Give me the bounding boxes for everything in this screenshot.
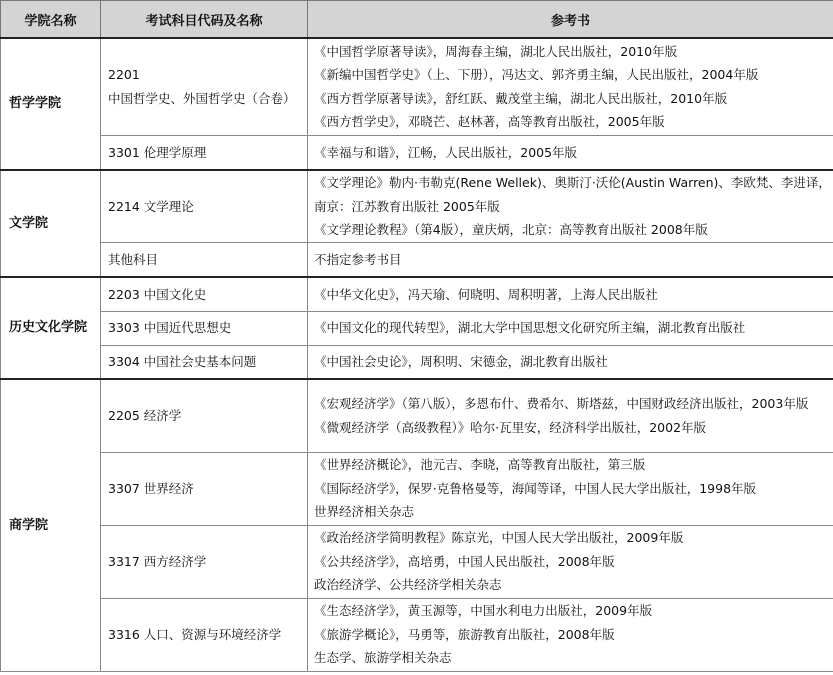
subject-name: 经济学 xyxy=(143,408,182,423)
table-row xyxy=(1,242,833,277)
books-cell xyxy=(308,379,833,452)
books-cell xyxy=(308,277,833,311)
subject-name: 中国文化史 xyxy=(143,286,207,302)
books-cell xyxy=(308,38,833,135)
book-entry: 《生态经济学》，黄玉源等，中国水利电力出版社，2009年版 xyxy=(314,603,653,619)
subject-code: 3303 xyxy=(108,320,140,336)
subject-code: 2201 xyxy=(108,67,140,83)
header-subject: 考试科目代码及名称 xyxy=(101,1,308,39)
subject-cell xyxy=(101,345,308,379)
table-row xyxy=(1,525,833,598)
books-cell xyxy=(308,452,833,525)
book-entry: 《文学理论》勒内·韦勒克(Rene Wellek)、奥斯汀·沃伦(Austin Warren)、李欧梵、李进译，南京：江苏教育出版社 2005年版 xyxy=(314,175,831,214)
book-entry: 《中华文化史》，冯天瑜、何晓明、周积明著，上海人民出版社 xyxy=(314,286,658,302)
subject-cell xyxy=(101,598,308,671)
book-entry: 《幸福与和谐》，江畅，人民出版社，2005年版 xyxy=(314,144,578,160)
subject-cell xyxy=(101,525,308,598)
book-entry: 《文学理论教程》（第4版），童庆炳，北京：高等教育出版社 2008年版 xyxy=(314,222,708,237)
books-cell xyxy=(308,242,833,277)
college-name: 哲学学院 xyxy=(1,38,101,170)
books-cell xyxy=(308,135,833,170)
college-name: 文学院 xyxy=(1,170,101,277)
book-entry: 政治经济学、公共经济学相关杂志 xyxy=(314,577,502,593)
book-entry: 世界经济相关杂志 xyxy=(314,504,415,520)
header-books: 参考书 xyxy=(308,1,833,39)
table-row xyxy=(1,38,833,135)
subject-code: 2214 xyxy=(108,198,140,214)
book-entry: 《西方哲学史》，邓晓芒、赵林著，高等教育出版社，2005年版 xyxy=(314,114,665,130)
subject-name: 中国社会史基本问题 xyxy=(143,354,257,369)
subject-code: 3304 xyxy=(108,354,140,369)
subject-code: 2205 xyxy=(108,408,140,423)
book-entry: 《旅游学概论》，马勇等，旅游教育出版社，2008年版 xyxy=(314,626,615,642)
table-row xyxy=(1,277,833,311)
book-entry: 《西方哲学原著导读》，舒红跃、戴茂堂主编，湖北人民出版社，2010年版 xyxy=(314,90,728,106)
book-entry: 《新编中国哲学史》（上、下册），冯达文、郭齐勇主编，人民出版社，2004年版 xyxy=(314,67,759,83)
subject-cell xyxy=(101,277,308,311)
book-entry: 《国际经济学》，保罗·克鲁格曼等，海闻等译，中国人民大学出版社，1998年版 xyxy=(314,480,757,496)
books-cell xyxy=(308,525,833,598)
subject-code: 3316 xyxy=(108,626,140,642)
book-entry: 《中国文化的现代转型》，湖北大学中国思想文化研究所主编，湖北教育出版社 xyxy=(314,320,746,336)
subject-cell xyxy=(101,135,308,170)
table-row xyxy=(1,135,833,170)
subject-cell xyxy=(101,38,308,135)
book-entry: 不指定参考书目 xyxy=(314,251,402,267)
book-entry: 生态学、旅游学相关杂志 xyxy=(314,650,452,666)
book-entry: 《宏观经济学》（第八版），多恩布什、费希尔、斯塔兹，中国财政经济出版社，2003年版 xyxy=(314,396,809,412)
college-name: 历史文化学院 xyxy=(1,277,101,379)
subject-cell xyxy=(101,452,308,525)
college-name: 商学院 xyxy=(1,379,101,671)
books-cell xyxy=(308,598,833,671)
subject-code: 3301 xyxy=(108,144,140,160)
books-cell xyxy=(308,311,833,345)
table-row xyxy=(1,311,833,345)
subject-name: 中国哲学史、外国哲学史（合卷） xyxy=(108,90,296,106)
header-row xyxy=(1,1,833,39)
subject-name: 人口、资源与环境经济学 xyxy=(143,626,282,642)
book-entry: 《微观经济学（高级教程）》哈尔·瓦里安，经济科学出版社，2002年版 xyxy=(314,419,707,435)
subject-name: 文学理论 xyxy=(143,198,194,214)
subject-cell xyxy=(101,242,308,277)
books-cell xyxy=(308,345,833,379)
subject-name: 伦理学原理 xyxy=(143,144,207,160)
book-entry: 《中国社会史论》，周积明、宋德金，湖北教育出版社 xyxy=(314,354,608,369)
table-row xyxy=(1,345,833,379)
subject-name: 西方经济学 xyxy=(143,553,207,569)
book-entry: 《公共经济学》，高培勇，中国人民出版社，2008年版 xyxy=(314,553,615,569)
table-row xyxy=(1,379,833,452)
table-row xyxy=(1,170,833,242)
book-entry: 《政治经济学简明教程》陈京光，中国人民大学出版社，2009年版 xyxy=(314,530,684,546)
subject-cell xyxy=(101,170,308,242)
header-college: 学院名称 xyxy=(1,1,101,39)
books-cell xyxy=(308,170,833,242)
table-row xyxy=(1,452,833,525)
subject-name: 世界经济 xyxy=(143,480,194,496)
subject-code: 2203 xyxy=(108,286,140,302)
book-entry: 《中国哲学原著导读》，周海春主编，湖北人民出版社，2010年版 xyxy=(314,43,678,59)
subject-name: 中国近代思想史 xyxy=(143,320,232,336)
subject-cell xyxy=(101,379,308,452)
subject-code: 3317 xyxy=(108,553,140,569)
subject-name: 其他科目 xyxy=(108,251,159,267)
subject-cell xyxy=(101,311,308,345)
book-entry: 《世界经济概论》，池元吉、李晓，高等教育出版社，第三版 xyxy=(314,457,646,473)
subject-code: 3307 xyxy=(108,480,140,496)
table-row xyxy=(1,598,833,671)
